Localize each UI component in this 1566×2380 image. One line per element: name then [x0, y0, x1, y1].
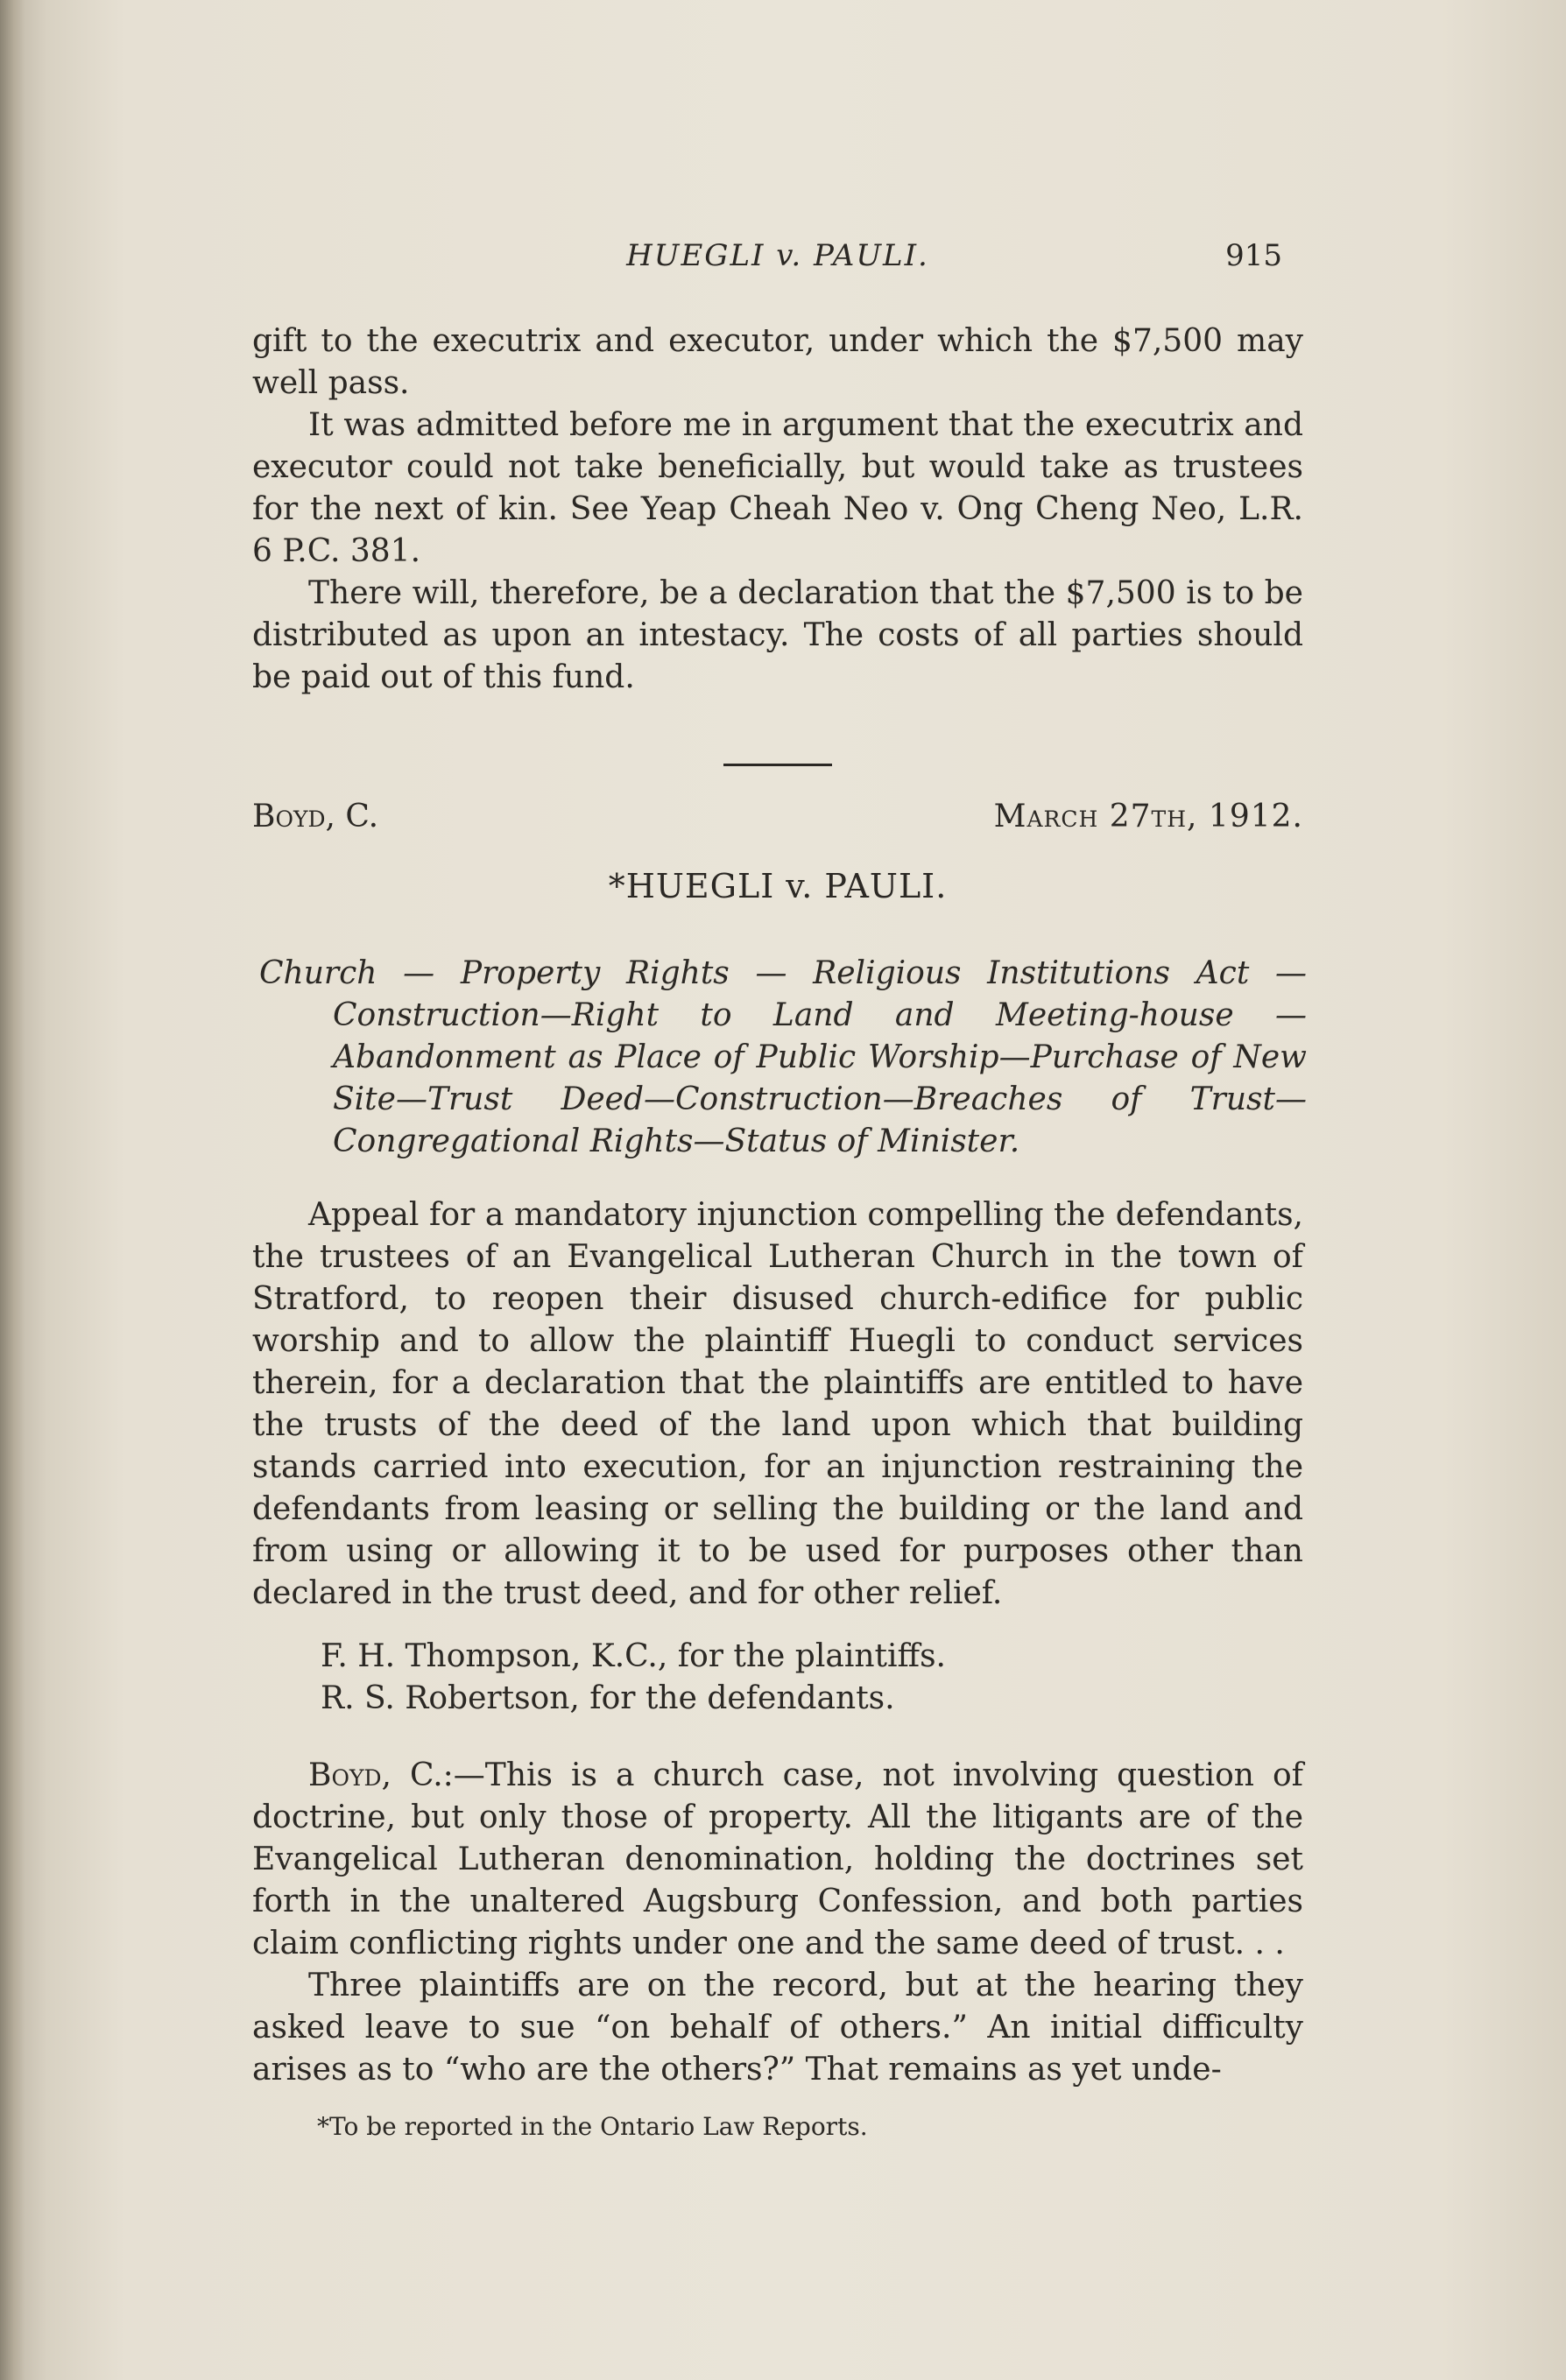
judgment-paragraph: Three plaintiffs are on the record, but at the hearing they asked leave to sue “on behalf of others.” An initial difficulty arises as to “who are the others?” That remains as yet unde- [252, 1968, 1303, 2088]
judgment-text-1: :—This is a church case, not involving question of doctrine, but only those of property. All the litigants are of the Evangelical Lutheran denomination, holding the doctrines set forth in the unaltered Augsburg Confession, and both parties claim conflicting rights under one and the same deed of trust. . . [252, 1757, 1303, 1961]
judgment-text [252, 1755, 1303, 2091]
preceding-case-text [252, 320, 1303, 699]
running-header [252, 238, 1303, 282]
judgment-speaker: Boyd, C. [308, 1757, 443, 1793]
case-statement [252, 1194, 1303, 1615]
counsel-plaintiffs: F. H. Thompson, K.C., for the plaintiffs. [321, 1638, 946, 1674]
decision-date: March 27th, 1912. [993, 799, 1303, 834]
judge-name: Boyd, C. [252, 799, 379, 834]
section-divider [723, 764, 832, 766]
statement-paragraph: Appeal for a mandatory injunction compelling the defendants, the trustees of an Evangelical Lutheran Church in the town of Stratford, to reopen their disused church-edifice for public worship and to allow the plaintiff Huegli to conduct services therein, for a declaration that the plaintiffs are entitled to have the trusts of the deed of the land upon which that building stands carried into execution, for an injunction restraining the defendants from leasing or selling the building or the land and from using or allowing it to be used for purposes other than declared in the trust deed, and for other relief. [252, 1197, 1303, 1611]
paragraph: There will, therefore, be a declaration that the $7,500 is to be distributed as upon an intestacy. The costs of all parties should be paid out of this fund. [252, 575, 1303, 695]
counsel-defendants: R. S. Robertson, for the defendants. [321, 1680, 895, 1716]
page-number: 915 [1225, 238, 1282, 273]
footnote: *To be reported in the Ontario Law Reports. [317, 2112, 868, 2141]
counsel-list [321, 1636, 946, 1720]
paragraph: It was admitted before me in argument that the executrix and executor could not take beneficially, but would take as trustees for the next of kin. See Yeap Cheah Neo v. Ong Cheng Neo, L.R. 6 P.C. 381. [252, 407, 1303, 569]
judgment-paragraph [252, 1755, 1303, 1965]
page-gutter-shadow [0, 0, 25, 2380]
paragraph: gift to the executrix and executor, under which the $7,500 may well pass. [252, 323, 1303, 401]
running-title: HUEGLI v. PAULI. [626, 238, 929, 273]
case-title: *HUEGLI v. PAULI. [608, 867, 948, 905]
headnote: Church — Property Rights — Religious Institutions Act — Construction—Right to Land and Meeting-house — Abandonment as Place of Public Worship—Purchase of New Site—Trust Deed—Construction—Breaches of Trust—Congregational Rights—Status of Minister. [259, 955, 1307, 1159]
